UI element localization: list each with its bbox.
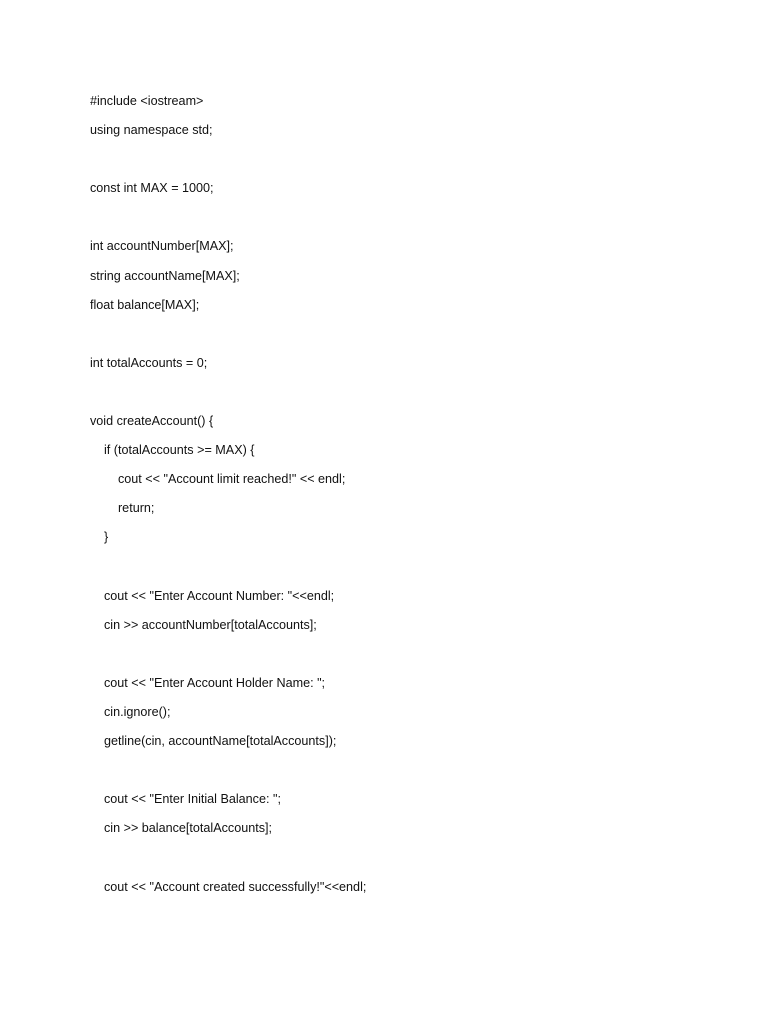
code-line: cin >> accountNumber[totalAccounts];	[90, 617, 317, 632]
code-line	[90, 556, 710, 585]
code-line: return;	[90, 501, 155, 516]
code-line: string accountName[MAX];	[90, 268, 240, 283]
code-line: cout << "Enter Account Holder Name: ";	[90, 675, 326, 690]
code-line: float balance[MAX];	[90, 297, 200, 312]
code-line: const int MAX = 1000;	[90, 181, 214, 196]
code-line: int totalAccounts = 0;	[90, 355, 208, 370]
code-line: if (totalAccounts >= MAX) {	[90, 443, 255, 458]
code-line	[90, 323, 710, 352]
code-line: void createAccount() {	[90, 414, 214, 429]
code-line: using namespace std;	[90, 123, 213, 138]
code-line: cout << "Enter Initial Balance: ";	[90, 792, 281, 807]
code-line	[90, 381, 710, 410]
code-line: cout << "Account limit reached!" << endl;	[90, 472, 346, 487]
code-line: cout << "Enter Account Number: "<<endl;	[90, 588, 335, 603]
code-line: cin >> balance[totalAccounts];	[90, 821, 273, 836]
code-listing	[90, 90, 710, 905]
code-line	[90, 846, 710, 875]
code-line	[90, 206, 710, 235]
code-line	[90, 759, 710, 788]
code-line: #include <iostream>	[90, 94, 204, 108]
code-line: int accountNumber[MAX];	[90, 239, 234, 254]
code-line: cout << "Account created successfully!"<<endl;	[90, 879, 367, 894]
code-line: }	[90, 530, 109, 545]
code-line: cin.ignore();	[90, 704, 171, 719]
code-line	[90, 643, 710, 672]
code-line: getline(cin, accountName[totalAccounts]);	[90, 734, 337, 749]
code-line	[90, 148, 710, 177]
